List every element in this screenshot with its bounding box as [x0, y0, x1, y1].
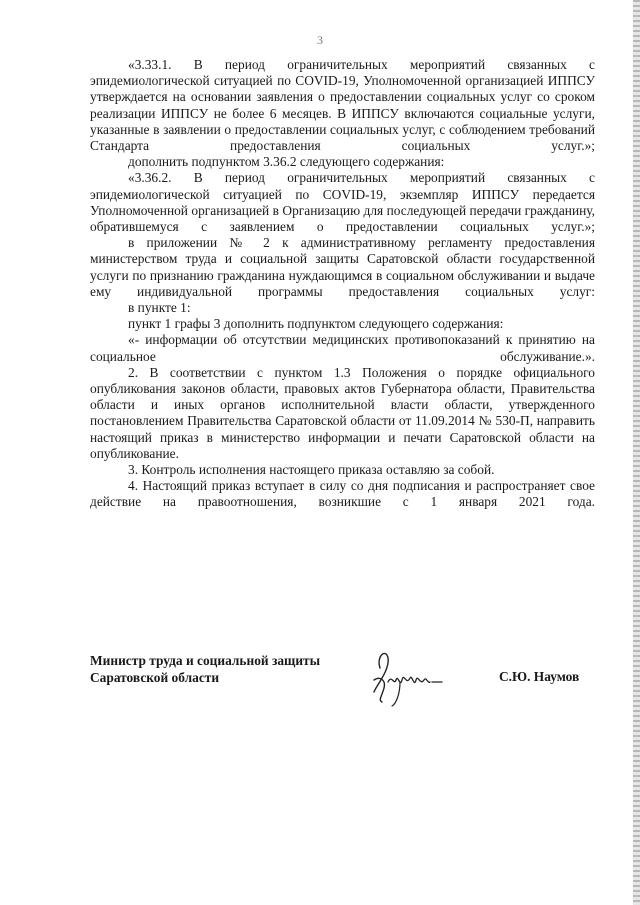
paragraph-point-2: 2. В соответствии с пунктом 1.3 Положения о порядке официального опубликования законов области, правовых актов Губернатора области, Правительства области и иных органов исполнительной власти области, утвержденного постановлением Правительства Саратовской области от 11.09.2014 № 530-П, направить настоящий приказ в министерство информации и печати Саратовской области на опубликование. [90, 364, 595, 461]
paragraph-item-1: в пункте 1: [128, 300, 191, 316]
scan-edge [633, 0, 640, 905]
paragraph-add-3-36-2: дополнить подпунктом 3.36.2 следующего содержания: [128, 154, 445, 170]
handwritten-signature-icon [366, 640, 466, 710]
signatory-position [90, 652, 320, 686]
paragraph-medical-info: «- информации об отсутствии медицинских противопоказаний к принятию на социальное обслуживание.». [90, 332, 595, 364]
paragraph-appendix-2: в приложении № 2 к административному регламенту предоставления министерством труда и социальной защиты Саратовской области государственной услуги по признанию гражданина нуждающимся в социальном обслуживании и выдаче ему индивидуальной программы предоставления социальных услуг: [90, 235, 595, 299]
paragraph-3-36-2: «3.36.2. В период ограничительных мероприятий связанных с эпидемиологической ситуацией по COVID-19, экземпляр ИППСУ передается Уполномоченной организацией в Организацию для последующей передачи гражданину, обратившемуся с заявлением о предоставлении социальных услуг.»; [90, 170, 595, 235]
position-line-1: Министр труда и социальной защиты [90, 653, 321, 668]
position-line-2: Саратовской области [90, 670, 220, 685]
paragraph-column-3: пункт 1 графы 3 дополнить подпунктом следующего содержания: [128, 316, 504, 332]
paragraph-3-33-1: «3.33.1. В период ограничительных мероприятий связанных с эпидемиологической ситуацией по COVID-19, Уполномоченной организацией ИППСУ утверждается на основании заявления о предоставлении социальных услуг со сроком реализации ИППСУ не более 6 месяцев. В ИППСУ включаются социальные услуги, указанные в заявлении о предоставлении социальных услуг, с соблюдением требований Стандарта предоставления социальных услуг.»; [90, 57, 595, 154]
signer-name: С.Ю. Наумов [499, 669, 580, 684]
document-body [90, 57, 595, 511]
page-number: 3 [317, 33, 323, 47]
paragraph-point-4: 4. Настоящий приказ вступает в силу со дня подписания и распространяет свое действие на правоотношения, возникшие с 1 января 2021 года. [90, 478, 595, 510]
paragraph-point-3: 3. Контроль исполнения настоящего приказа оставляю за собой. [128, 462, 495, 478]
